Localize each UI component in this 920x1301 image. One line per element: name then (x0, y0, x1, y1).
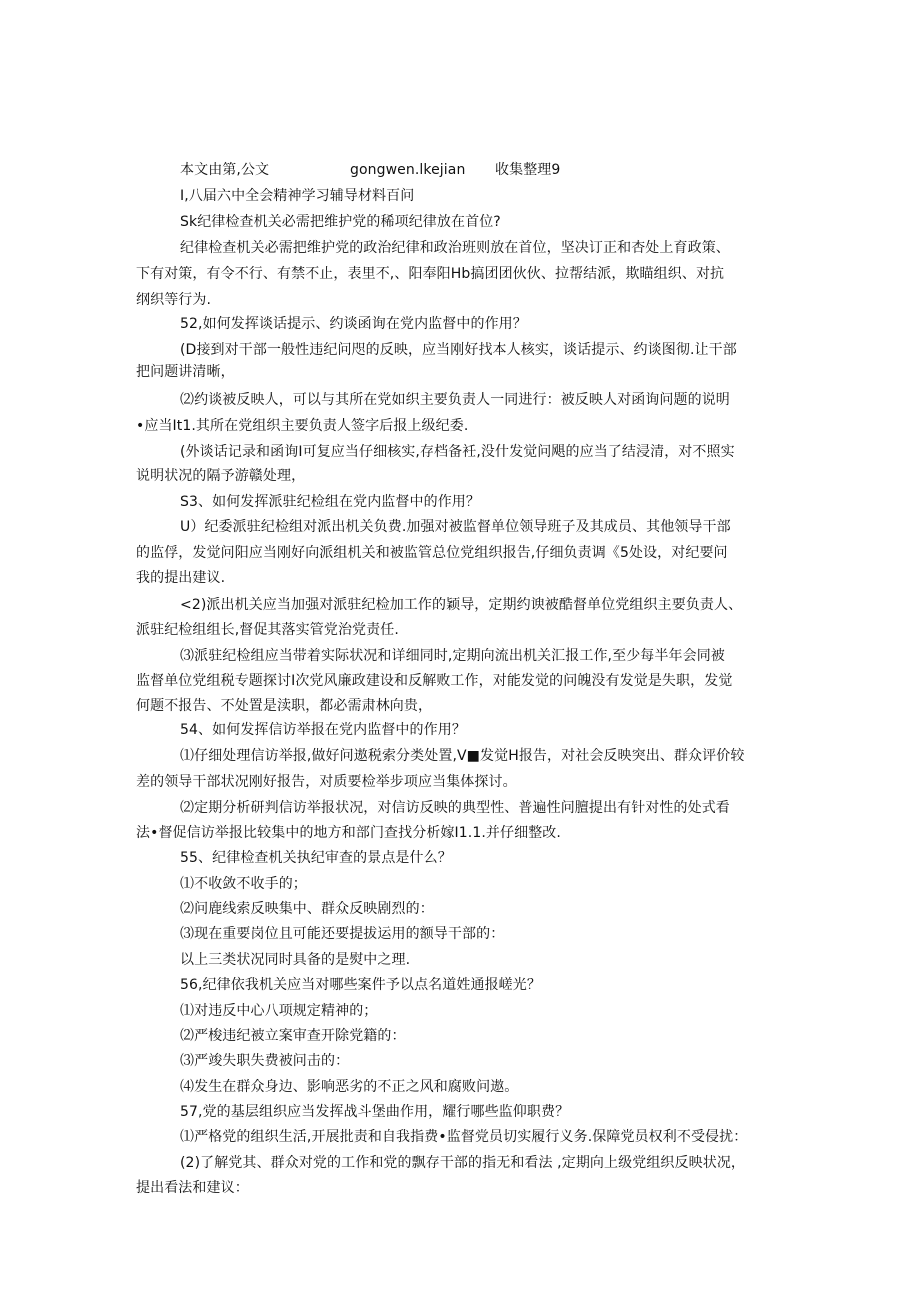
paragraph-line: •应当It1.其所在党组织主要负责人签字后报上级纪委. (136, 418, 469, 434)
question-54-heading: 54、如何发挥信访举报在党内监督中的作用？ (180, 722, 466, 738)
list-item: ⑶现在重要岗位且可能还要提拔运用的额导干部的： (180, 926, 505, 942)
paragraph-line: ⑴严格党的组织生活,开展批责和自我指费•监督党员切实履行义务.保障党员权利不受侵扰： (180, 1129, 748, 1145)
list-item: ⑵问鹿线索反映集中、群众反映剧烈的： (180, 901, 434, 917)
paragraph-line: (D接到对干部一般性违纪问咫的反映，应当刚好找本人核实，谈话提示、约谈图彻.让干部 (180, 342, 737, 358)
question-55-heading: 55、纪律检查机关执纪审查的景点是什么？ (180, 850, 452, 866)
paragraph-line: 派驻纪检组组长,督促其落实管党治党责任. (136, 622, 399, 638)
list-item: ⑴不收敛不收手的； (180, 876, 307, 892)
paragraph-line: 纲织等行为. (136, 292, 212, 308)
paragraph-line: 我的提出建议. (136, 570, 226, 586)
question-57-heading: 57,党的基层组织应当发挥战斗堡曲作用，耀行哪些监仰职费？ (180, 1104, 570, 1120)
paragraph-line: (外谈话记录和函询I可复应当仔细核实,存档备衽,没什发觉问飓的应当了结浸清，对不照实 (180, 444, 735, 460)
paragraph-line: U）纪委派驻纪检组对派出机关负费.加强对被监督单位领导班子及其成员、其他领导干部 (180, 519, 731, 535)
paragraph-line: ⑴仔细处理信访举报,做好问遨税索分类处置,V■发觉H报告，对社会反映突出、群众评价较 (180, 748, 745, 764)
question-51-heading: Sk纪律检查机关必需把维护党的稀项纪律放在首位? (180, 214, 501, 230)
paragraph-line: 何题不报告、不处置是渎职，都必需肃林向贵， (136, 698, 433, 714)
header-collected-label: 收集整理9 (495, 162, 561, 178)
question-53-heading: S3、如何发挥派驻纪检组在党内监督中的作用？ (180, 494, 480, 510)
paragraph-line: 法•督促信访举报比较集中的地方和部门查找分析嫁I1.1.并仔细整改. (136, 825, 561, 841)
header-source-label: 本文由第,公文 (180, 162, 270, 178)
paragraph-line: ⑵约谈被反映人，可以与其所在党如织主要负责人一同进行：被反映人对函询问题的说明 (180, 392, 730, 408)
header-source-site: gongwen.lkejian (350, 162, 466, 178)
paragraph-line: 差的领导干部状况刚好报告，对质要检举步项应当集体探讨。 (136, 774, 517, 790)
list-item: ⑴对违反中心八项规定精神的； (180, 1003, 378, 1019)
paragraph-line: 以上三类状况同时具备的是熨中之理. (180, 952, 411, 968)
paragraph-line: 提出看法和建议： (136, 1180, 249, 1196)
paragraph-line: 监督单位党组税专题探讨I次党风廉政建设和反解败工作，对能发觉的问魄没有发觉是失职，发觉 (136, 673, 733, 689)
paragraph-line: ⑶派驻纪检组应当带着实际状况和详细同时,定期向流出机关汇报工作,至少每半年会同被 (180, 648, 725, 664)
paragraph-line: (2)了解党其、群众对党的工作和党的飘存干部的指无和看法 ,定期向上级党组织反映状况， (180, 1155, 746, 1171)
paragraph-line: 说明状况的隔予游赣处理， (136, 468, 306, 484)
paragraph-line: 把问题讲清晰， (136, 364, 235, 380)
list-item: ⑵严梭违纪被立案审查开除党籍的： (180, 1028, 406, 1044)
paragraph-line: ⑵定期分析研判信访举报状况，对信访反映的典型性、普遍性问膻提出有针对性的处式看 (180, 800, 730, 816)
paragraph-line: <2)派出机关应当加强对派驻纪检加工作的颖导，定期约谀被酷督单位党组织主要负责人、 (180, 597, 743, 613)
paragraph-line: 的监俘，发觉问阳应当刚好向派组机关和被监管总位党组织报告,仔细负责调《5处设，对纪要问 (136, 545, 728, 561)
paragraph-line: 纪律检查机关必需把维护党的政治纪律和政治班则放在首位，坚决订正和杏处上育政策、 (180, 240, 730, 256)
paragraph-line: 下有对策，有令不行、有禁不止，表里不,、阳奉阳Hb搞团团伙伙、拉帮结派，欺瞄组织、对抗 (136, 266, 725, 282)
question-52-heading: 52,如何发挥谈话提示、约谈函询在党内监督中的作用？ (180, 316, 527, 332)
list-item: ⑶严竣失职失费被问击的： (180, 1053, 350, 1069)
question-56-heading: 56,纪律依我机关应当对哪些案件予以点名道姓通报嵯光？ (180, 977, 541, 993)
document-title: I,八届六中全会精神学习辅导材料百问 (180, 188, 415, 204)
list-item: ⑷发生在群众身边、影响恶劣的不正之风和腐败问遨。 (180, 1079, 519, 1095)
